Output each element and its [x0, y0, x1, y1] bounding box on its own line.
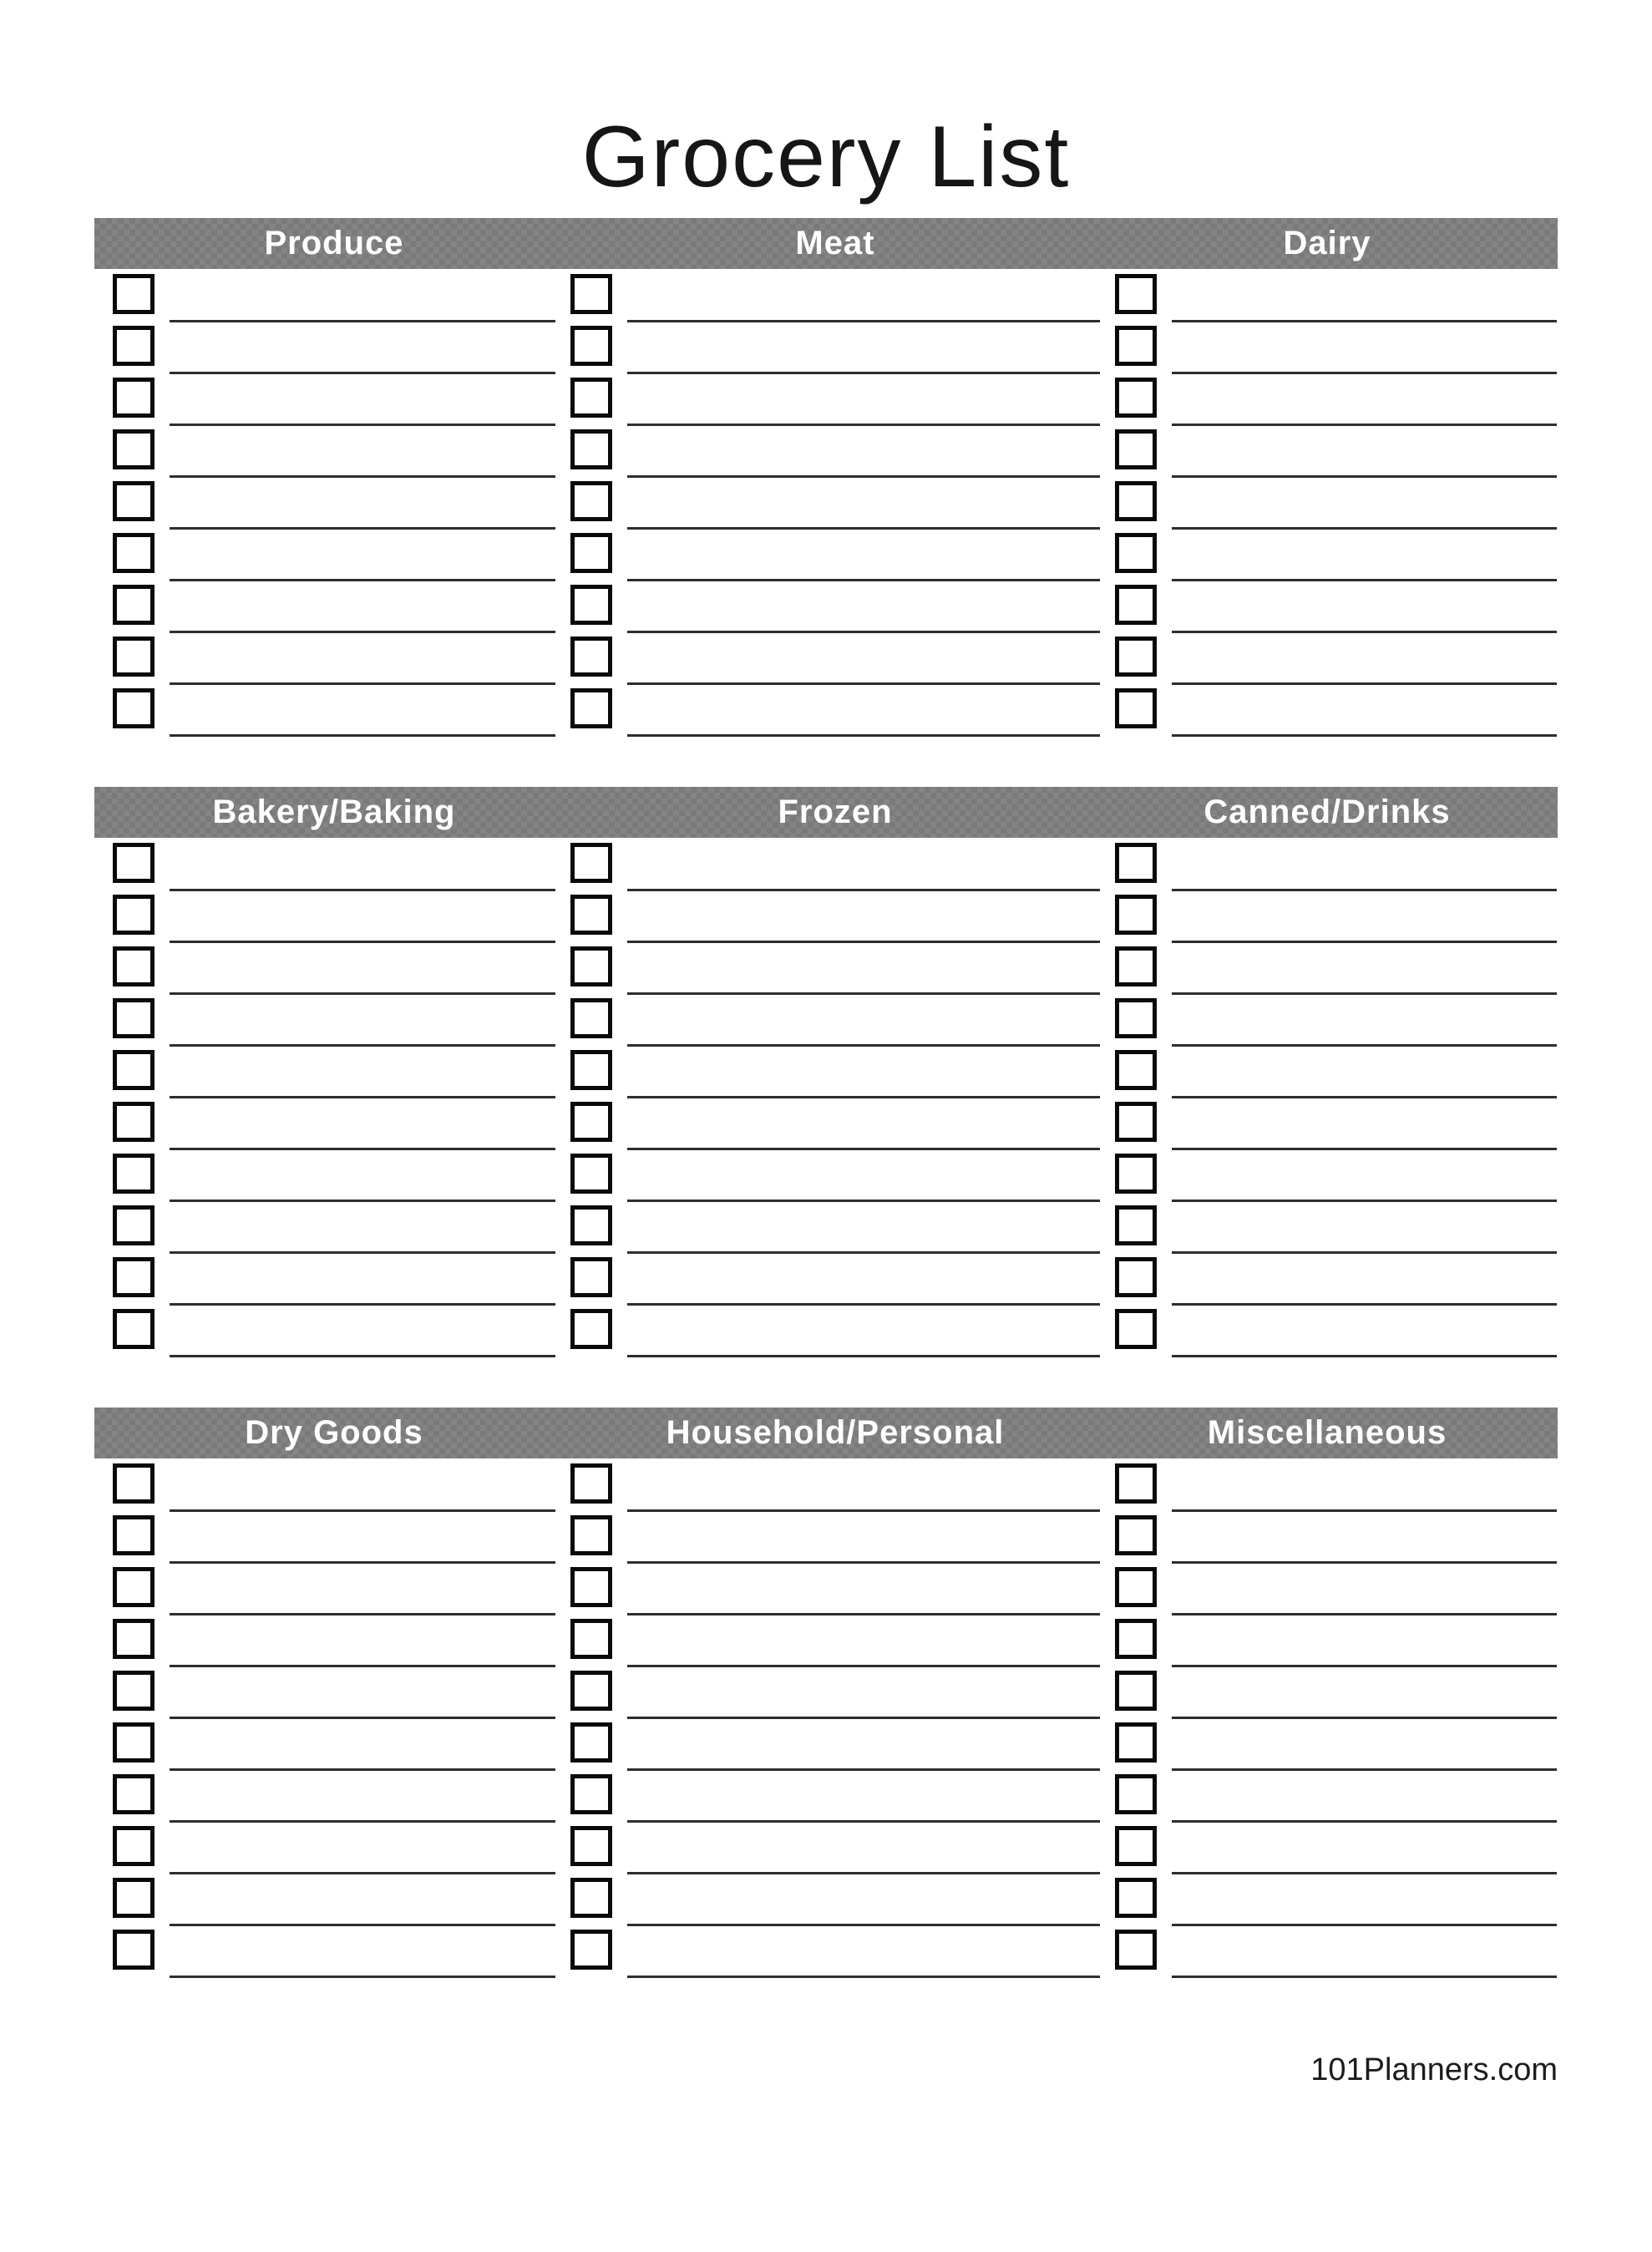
item-write-line — [1172, 1924, 1557, 1926]
list-row — [113, 1722, 555, 1774]
list-row — [570, 274, 1100, 326]
list-row — [113, 1205, 555, 1257]
item-column — [1115, 274, 1557, 740]
item-checkbox[interactable] — [570, 1671, 612, 1711]
item-write-line — [1172, 1148, 1557, 1150]
item-checkbox[interactable] — [1115, 481, 1157, 521]
item-checkbox[interactable] — [113, 1205, 155, 1245]
item-write-line — [170, 1924, 555, 1926]
item-write-line — [170, 734, 555, 737]
section-header-bar — [94, 1408, 1558, 1458]
item-checkbox[interactable] — [1115, 843, 1157, 883]
list-row — [570, 429, 1100, 481]
item-column — [113, 1463, 555, 1981]
list-row — [570, 378, 1100, 429]
list-row — [113, 533, 555, 585]
item-checkbox[interactable] — [113, 274, 155, 314]
item-write-line — [1172, 579, 1557, 581]
item-checkbox[interactable] — [113, 1826, 155, 1866]
item-write-line — [170, 1148, 555, 1150]
item-write-line — [170, 320, 555, 322]
list-row — [1115, 1878, 1557, 1930]
item-write-line — [627, 1665, 1100, 1667]
list-row — [570, 688, 1100, 740]
item-write-line — [170, 1561, 555, 1564]
item-write-line — [627, 1044, 1100, 1047]
item-write-line — [1172, 424, 1557, 426]
item-checkbox[interactable] — [570, 1930, 612, 1970]
item-checkbox[interactable] — [1115, 998, 1157, 1038]
item-checkbox[interactable] — [570, 1515, 612, 1555]
item-checkbox[interactable] — [570, 1619, 612, 1659]
item-write-line — [1172, 1355, 1557, 1357]
list-row — [113, 1619, 555, 1671]
list-row — [570, 998, 1100, 1050]
item-write-line — [170, 1303, 555, 1306]
list-row — [1115, 1567, 1557, 1619]
item-write-line — [627, 1148, 1100, 1150]
item-checkbox[interactable] — [113, 1463, 155, 1504]
list-row — [113, 637, 555, 688]
list-row — [1115, 378, 1557, 429]
section-produce-meat-dairy — [94, 218, 1558, 740]
list-row — [570, 1309, 1100, 1361]
item-write-line — [1172, 1200, 1557, 1202]
item-checkbox[interactable] — [113, 1515, 155, 1555]
item-checkbox[interactable] — [113, 1257, 155, 1297]
item-checkbox[interactable] — [113, 1722, 155, 1763]
item-write-line — [627, 1561, 1100, 1564]
item-checkbox[interactable] — [1115, 1930, 1157, 1970]
item-write-line — [170, 1200, 555, 1202]
column-header-bakery-baking: Bakery/Baking — [212, 794, 456, 830]
item-checkbox[interactable] — [570, 326, 612, 366]
item-write-line — [1172, 631, 1557, 633]
item-checkbox[interactable] — [113, 843, 155, 883]
item-checkbox[interactable] — [113, 1154, 155, 1194]
item-checkbox[interactable] — [113, 895, 155, 935]
list-row — [1115, 1826, 1557, 1878]
column-header-dairy: Dairy — [1283, 225, 1371, 261]
item-checkbox[interactable] — [570, 1154, 612, 1194]
item-checkbox[interactable] — [113, 637, 155, 677]
item-checkbox[interactable] — [1115, 429, 1157, 469]
item-checkbox[interactable] — [113, 533, 155, 573]
list-row — [1115, 1515, 1557, 1567]
item-write-line — [170, 424, 555, 426]
item-column — [570, 1463, 1100, 1981]
item-write-line — [1172, 1976, 1557, 1978]
item-column — [113, 274, 555, 740]
list-row — [113, 1515, 555, 1567]
item-write-line — [1172, 941, 1557, 943]
item-write-line — [627, 941, 1100, 943]
item-checkbox[interactable] — [570, 1878, 612, 1918]
item-write-line — [627, 992, 1100, 995]
item-checkbox[interactable] — [570, 688, 612, 728]
section-header-bar — [94, 787, 1558, 838]
item-checkbox[interactable] — [1115, 1567, 1157, 1607]
list-row — [113, 1774, 555, 1826]
content — [94, 218, 1558, 1981]
item-write-line — [170, 1872, 555, 1874]
item-write-line — [1172, 1665, 1557, 1667]
item-write-line — [627, 527, 1100, 530]
item-write-line — [627, 1976, 1100, 1978]
item-write-line — [170, 527, 555, 530]
item-checkbox[interactable] — [570, 1257, 612, 1297]
item-checkbox[interactable] — [570, 1309, 612, 1349]
item-write-line — [627, 1509, 1100, 1512]
item-write-line — [627, 631, 1100, 633]
column-header-frozen: Frozen — [778, 794, 893, 830]
page-title: Grocery List — [581, 109, 1071, 205]
item-checkbox[interactable] — [113, 378, 155, 418]
list-row — [113, 274, 555, 326]
item-write-line — [1172, 372, 1557, 374]
item-write-line — [1172, 1561, 1557, 1564]
item-checkbox[interactable] — [113, 1774, 155, 1814]
item-checkbox[interactable] — [570, 946, 612, 987]
list-row — [113, 429, 555, 481]
item-column — [113, 843, 555, 1361]
list-row — [113, 585, 555, 637]
item-write-line — [627, 1717, 1100, 1719]
list-row — [570, 1826, 1100, 1878]
item-write-line — [627, 1613, 1100, 1615]
list-row — [113, 843, 555, 895]
item-write-line — [1172, 1717, 1557, 1719]
list-row — [1115, 585, 1557, 637]
column-header-meat: Meat — [795, 225, 875, 261]
item-checkbox[interactable] — [113, 326, 155, 366]
list-row — [113, 946, 555, 998]
item-checkbox[interactable] — [1115, 533, 1157, 573]
item-checkbox[interactable] — [113, 1309, 155, 1349]
item-write-line — [170, 1976, 555, 1978]
list-row — [1115, 1930, 1557, 1981]
item-write-line — [170, 1613, 555, 1615]
item-checkbox[interactable] — [570, 1102, 612, 1142]
list-row — [1115, 274, 1557, 326]
list-row — [570, 326, 1100, 378]
list-row — [1115, 998, 1557, 1050]
list-row — [570, 1930, 1100, 1981]
item-checkbox[interactable] — [1115, 1671, 1157, 1711]
item-checkbox[interactable] — [1115, 378, 1157, 418]
item-write-line — [1172, 320, 1557, 322]
item-write-line — [627, 1096, 1100, 1098]
item-write-line — [1172, 1820, 1557, 1823]
item-checkbox[interactable] — [113, 429, 155, 469]
item-checkbox[interactable] — [113, 585, 155, 625]
item-write-line — [627, 1768, 1100, 1771]
list-row — [113, 895, 555, 946]
item-checkbox[interactable] — [1115, 1463, 1157, 1504]
list-row — [570, 1878, 1100, 1930]
item-column — [1115, 1463, 1557, 1981]
item-checkbox[interactable] — [570, 1050, 612, 1090]
item-checkbox[interactable] — [570, 481, 612, 521]
list-row — [113, 1050, 555, 1102]
section-header-bar — [94, 218, 1558, 269]
item-checkbox[interactable] — [1115, 1826, 1157, 1866]
list-row — [570, 1050, 1100, 1102]
item-write-line — [627, 424, 1100, 426]
list-row — [113, 1671, 555, 1722]
item-checkbox[interactable] — [113, 1619, 155, 1659]
item-checkbox[interactable] — [113, 1102, 155, 1142]
list-row — [1115, 1050, 1557, 1102]
list-row — [113, 1878, 555, 1930]
item-checkbox[interactable] — [570, 533, 612, 573]
list-row — [1115, 1154, 1557, 1205]
item-write-line — [170, 1355, 555, 1357]
list-row — [570, 1671, 1100, 1722]
list-row — [113, 1102, 555, 1154]
item-checkbox[interactable] — [570, 1205, 612, 1245]
list-row — [113, 1567, 555, 1619]
list-row — [570, 895, 1100, 946]
section-body — [94, 1458, 1558, 1981]
list-row — [1115, 326, 1557, 378]
list-row — [1115, 1619, 1557, 1671]
list-row — [1115, 637, 1557, 688]
list-row — [1115, 1257, 1557, 1309]
item-checkbox[interactable] — [113, 946, 155, 987]
item-write-line — [170, 941, 555, 943]
item-write-line — [1172, 734, 1557, 737]
list-row — [1115, 1463, 1557, 1515]
list-row — [113, 688, 555, 740]
item-checkbox[interactable] — [1115, 688, 1157, 728]
item-checkbox[interactable] — [570, 1463, 612, 1504]
item-checkbox[interactable] — [113, 1878, 155, 1918]
item-write-line — [170, 1768, 555, 1771]
item-write-line — [627, 734, 1100, 737]
list-row — [1115, 688, 1557, 740]
item-checkbox[interactable] — [1115, 1515, 1157, 1555]
item-write-line — [1172, 1303, 1557, 1306]
item-write-line — [170, 1044, 555, 1047]
section-body — [94, 838, 1558, 1361]
item-write-line — [170, 631, 555, 633]
list-row — [570, 533, 1100, 585]
item-write-line — [170, 1251, 555, 1254]
item-checkbox[interactable] — [570, 274, 612, 314]
item-write-line — [1172, 527, 1557, 530]
list-row — [113, 481, 555, 533]
grocery-list-page — [0, 109, 1652, 2088]
list-row — [570, 1154, 1100, 1205]
column-header-household-personal: Household/Personal — [666, 1414, 1005, 1451]
item-checkbox[interactable] — [1115, 1154, 1157, 1194]
item-checkbox[interactable] — [1115, 585, 1157, 625]
list-row — [113, 1309, 555, 1361]
column-header-canned-drinks: Canned/Drinks — [1204, 794, 1451, 830]
list-row — [570, 1515, 1100, 1567]
item-checkbox[interactable] — [1115, 274, 1157, 314]
item-checkbox[interactable] — [570, 998, 612, 1038]
item-checkbox[interactable] — [113, 1930, 155, 1970]
section-bakery-frozen-canned — [94, 787, 1558, 1361]
list-row — [570, 1722, 1100, 1774]
column-header-dry-goods: Dry Goods — [245, 1414, 423, 1451]
item-checkbox[interactable] — [113, 1567, 155, 1607]
item-write-line — [170, 889, 555, 891]
list-row — [113, 326, 555, 378]
item-checkbox[interactable] — [113, 998, 155, 1038]
item-write-line — [1172, 992, 1557, 995]
item-checkbox[interactable] — [1115, 1619, 1157, 1659]
list-row — [570, 637, 1100, 688]
item-write-line — [170, 475, 555, 478]
list-row — [1115, 1309, 1557, 1361]
item-checkbox[interactable] — [570, 378, 612, 418]
item-write-line — [1172, 1872, 1557, 1874]
item-checkbox[interactable] — [570, 585, 612, 625]
list-row — [1115, 1774, 1557, 1826]
item-checkbox[interactable] — [1115, 1722, 1157, 1763]
item-checkbox[interactable] — [1115, 1878, 1157, 1918]
list-row — [570, 1257, 1100, 1309]
item-checkbox[interactable] — [1115, 1205, 1157, 1245]
list-row — [1115, 481, 1557, 533]
item-checkbox[interactable] — [570, 843, 612, 883]
item-write-line — [1172, 475, 1557, 478]
list-row — [570, 1205, 1100, 1257]
item-checkbox[interactable] — [570, 1722, 612, 1763]
item-write-line — [170, 579, 555, 581]
item-write-line — [170, 1717, 555, 1719]
item-column — [570, 274, 1100, 740]
item-checkbox[interactable] — [113, 1050, 155, 1090]
item-write-line — [627, 1355, 1100, 1357]
list-row — [1115, 533, 1557, 585]
list-row — [1115, 429, 1557, 481]
item-write-line — [1172, 682, 1557, 685]
list-row — [570, 946, 1100, 998]
item-column — [570, 843, 1100, 1361]
item-checkbox[interactable] — [570, 1826, 612, 1866]
item-checkbox[interactable] — [570, 637, 612, 677]
column-header-miscellaneous: Miscellaneous — [1207, 1414, 1447, 1451]
item-write-line — [1172, 1768, 1557, 1771]
item-write-line — [627, 579, 1100, 581]
item-write-line — [627, 1924, 1100, 1926]
list-row — [570, 1463, 1100, 1515]
item-checkbox[interactable] — [570, 1567, 612, 1607]
section-body — [94, 269, 1558, 740]
item-write-line — [627, 1820, 1100, 1823]
list-row — [1115, 1722, 1557, 1774]
item-checkbox[interactable] — [1115, 895, 1157, 935]
list-row — [1115, 1205, 1557, 1257]
item-checkbox[interactable] — [570, 895, 612, 935]
item-write-line — [1172, 1096, 1557, 1098]
section-drygoods-household-misc — [94, 1408, 1558, 1981]
item-write-line — [627, 1872, 1100, 1874]
item-checkbox[interactable] — [570, 1774, 612, 1814]
list-row — [1115, 1671, 1557, 1722]
item-checkbox[interactable] — [1115, 946, 1157, 987]
list-row — [570, 481, 1100, 533]
list-row — [113, 1463, 555, 1515]
item-checkbox[interactable] — [1115, 1257, 1157, 1297]
list-row — [113, 1930, 555, 1981]
list-row — [1115, 843, 1557, 895]
list-row — [113, 1257, 555, 1309]
list-row — [570, 1774, 1100, 1826]
list-row — [570, 843, 1100, 895]
item-write-line — [627, 475, 1100, 478]
item-checkbox[interactable] — [1115, 1102, 1157, 1142]
item-write-line — [170, 1096, 555, 1098]
item-checkbox[interactable] — [1115, 1050, 1157, 1090]
item-write-line — [1172, 1509, 1557, 1512]
list-row — [570, 1102, 1100, 1154]
item-write-line — [170, 682, 555, 685]
list-row — [570, 1567, 1100, 1619]
item-write-line — [1172, 889, 1557, 891]
list-row — [1115, 1102, 1557, 1154]
item-write-line — [627, 889, 1100, 891]
item-checkbox[interactable] — [113, 688, 155, 728]
item-write-line — [627, 372, 1100, 374]
item-write-line — [627, 320, 1100, 322]
item-write-line — [170, 1820, 555, 1823]
item-write-line — [627, 682, 1100, 685]
item-write-line — [1172, 1044, 1557, 1047]
item-write-line — [627, 1251, 1100, 1254]
column-header-produce: Produce — [264, 225, 404, 261]
item-write-line — [170, 372, 555, 374]
list-row — [113, 378, 555, 429]
list-row — [113, 1154, 555, 1205]
footer-site-name: 101Planners.com — [1310, 2052, 1558, 2087]
list-row — [1115, 946, 1557, 998]
item-checkbox[interactable] — [113, 1671, 155, 1711]
item-checkbox[interactable] — [113, 481, 155, 521]
item-checkbox[interactable] — [1115, 326, 1157, 366]
item-write-line — [627, 1303, 1100, 1306]
list-row — [570, 1619, 1100, 1671]
list-row — [113, 998, 555, 1050]
list-row — [570, 585, 1100, 637]
item-write-line — [627, 1200, 1100, 1202]
item-column — [1115, 843, 1557, 1361]
item-write-line — [1172, 1613, 1557, 1615]
item-checkbox[interactable] — [1115, 1309, 1157, 1349]
item-write-line — [170, 992, 555, 995]
item-checkbox[interactable] — [1115, 1774, 1157, 1814]
list-row — [1115, 895, 1557, 946]
item-checkbox[interactable] — [1115, 637, 1157, 677]
item-write-line — [1172, 1251, 1557, 1254]
list-row — [113, 1826, 555, 1878]
item-checkbox[interactable] — [570, 429, 612, 469]
item-write-line — [170, 1509, 555, 1512]
item-write-line — [170, 1665, 555, 1667]
